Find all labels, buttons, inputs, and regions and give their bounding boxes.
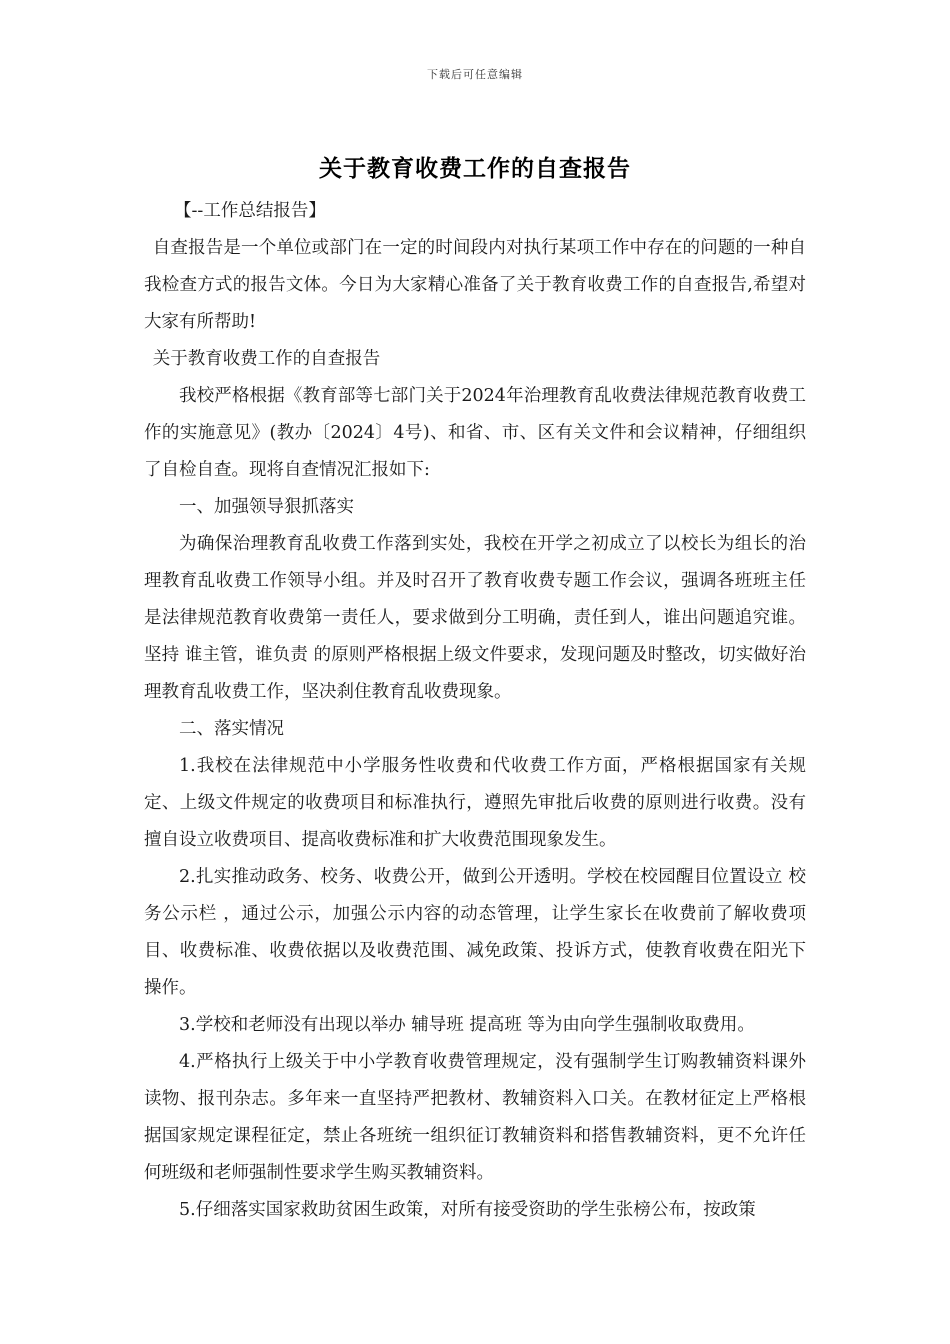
section-1-paragraph: 为确保治理教育乱收费工作落到实处，我校在开学之初成立了以校长为组长的治理教育乱收费工作领导小组。并及时召开了教育收费专题工作会议，强调各班班主任是法律规范教育收费第一责任人，要求做到分工明确，责任到人，谁出问题追究谁。坚持 谁主管，谁负责 的原则严格根据上级文件要求，发现问题及时整改，切实做好治理教育乱收费工作，坚决刹住教育乱收费现象。	[144, 534, 806, 702]
page-header-note: 下载后可任意编辑	[427, 68, 523, 81]
category-tag: 【--工作总结报告】	[174, 201, 326, 221]
report-subtitle: 关于教育收费工作的自查报告	[152, 349, 381, 369]
section-heading-1: 一、加强领导狠抓落实	[179, 497, 354, 517]
document-title: 关于教育收费工作的自查报告	[319, 155, 631, 182]
section-heading-2: 二、落实情况	[179, 719, 284, 739]
list-item: 3.学校和老师没有出现以举办 辅导班 提高班 等为由向学生强制收取费用。	[179, 1015, 755, 1035]
list-item: 4.严格执行上级关于中小学教育收费管理规定，没有强制学生订购教辅资料课外读物、报刊杂志。多年来一直坚持严把教材、教辅资料入口关。在教材征定上严格根据国家规定课程征定，禁止各班统一组织征订教辅资料和搭售教辅资料，更不允许任何班级和老师强制性要求学生购买教辅资料。	[144, 1052, 806, 1183]
document-body	[144, 193, 806, 1229]
list-item: 5.仔细落实国家救助贫困生政策，对所有接受资助的学生张榜公布，按政策	[179, 1200, 756, 1220]
list-item: 1.我校在法律规范中小学服务性收费和代收费工作方面，严格根据国家有关规定、上级文件规定的收费项目和标准执行，遵照先审批后收费的原则进行收费。没有擅自设立收费项目、提高收费标准和扩大收费范围现象发生。	[144, 756, 806, 850]
intro-paragraph: 自查报告是一个单位或部门在一定的时间段内对执行某项工作中存在的问题的一种自我检查方式的报告文体。今日为大家精心准备了关于教育收费工作的自查报告,希望对大家有所帮助!	[144, 238, 806, 332]
opening-paragraph: 我校严格根据《教育部等七部门关于2024年治理教育乱收费法律规范教育收费工作的实施意见》(教办〔2024〕4号)、和省、市、区有关文件和会议精神，仔细组织了自检自查。现将自查情况汇报如下:	[144, 386, 806, 480]
list-item: 2.扎实推动政务、校务、收费公开，做到公开透明。学校在校园醒目位置设立 校务公示栏 ，通过公示，加强公示内容的动态管理，让学生家长在收费前了解收费项目、收费标准、收费依据以及收费范围、减免政策、投诉方式，使教育收费在阳光下操作。	[144, 867, 806, 998]
